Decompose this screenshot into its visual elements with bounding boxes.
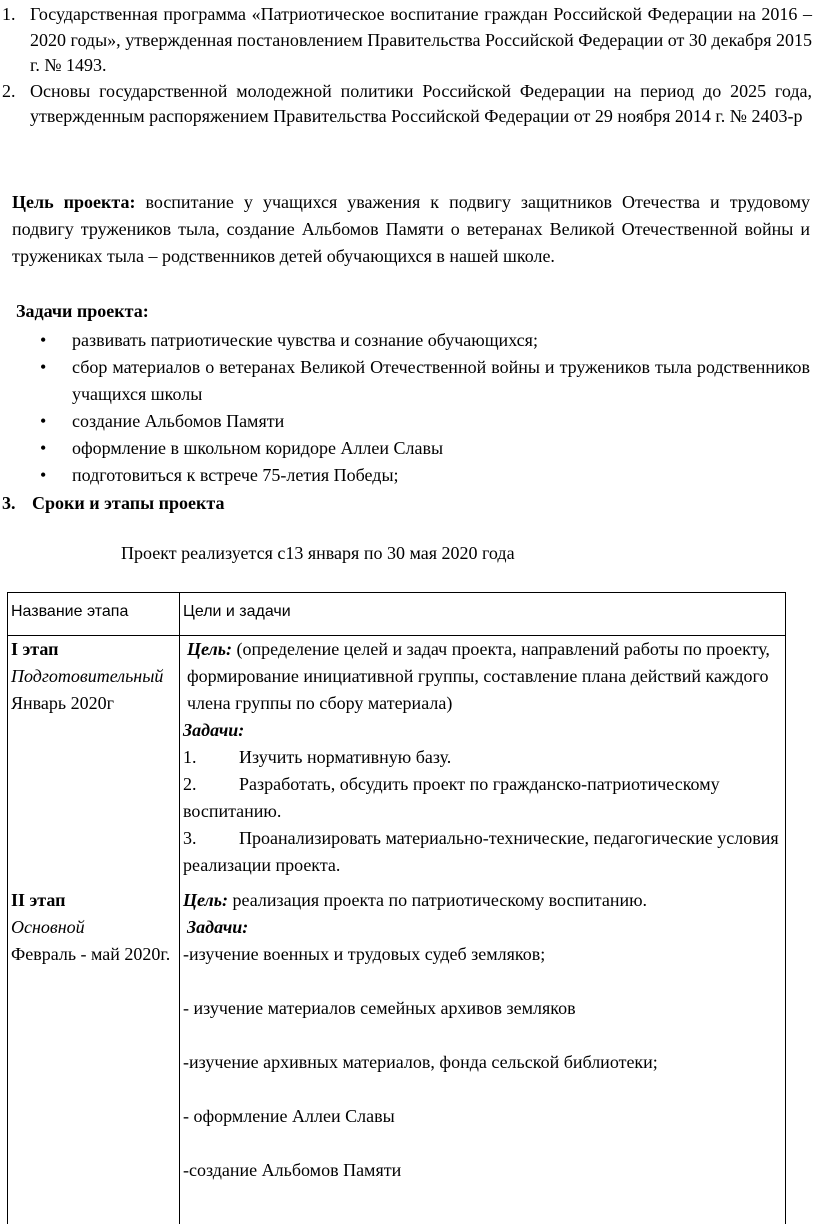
stage-task-number: 3. [183,828,197,848]
stage-task-item [183,825,782,879]
reference-number: 1. [2,4,16,24]
project-period: Проект реализуется с13 января по 30 мая 2020 года [121,543,515,563]
bullet-marker: • [40,330,47,350]
section-title: Сроки и этапы проекта [32,493,225,513]
stage-task-text: Разработать, обсудить проект по гражданско-патриотическому воспитанию. [183,774,720,821]
bullet-marker: • [40,438,47,458]
stage-task-item [183,744,782,771]
stage-task-text: Изучить нормативную базу. [239,747,452,767]
project-goal-label: Цель проекта: [12,192,136,212]
stage-tasks-label: Задачи: [187,917,249,937]
header-stage-name: Название этапа [8,593,180,636]
stage-item: - изучение материалов семейных архивов земляков [183,998,576,1018]
references-list [0,2,812,130]
task-item [40,327,810,354]
task-text: сбор материалов о ветеранах Великой Отечественной войны и тружеников тыла родственников учащихся школы [72,357,810,404]
stage-date: Январь 2020г [11,693,114,713]
task-text: развивать патриотические чувства и сознание обучающихся; [72,330,538,350]
reference-text: Основы государственной молодежной политики Российской Федерации на период до 2025 года, утвержденным распоряжением Правительства Российской Федерации от 29 ноября 2014 г. № 2403-р [30,80,812,126]
stage-goal [183,887,782,914]
bullet-marker: • [40,411,47,431]
task-item [40,408,810,435]
reference-item [0,2,812,79]
bullet-marker: • [40,465,47,485]
header-goals-tasks: Цели и задачи [180,593,786,636]
bullet-marker: • [40,357,47,377]
goals-cell [180,636,786,880]
stage-task-text: Проанализировать материально-технические, педагогические условия реализации проекта. [183,828,779,875]
stage-type: Основной [11,917,85,937]
section-heading [0,490,224,517]
task-item [40,354,810,408]
tasks-heading: Задачи проекта: [16,301,149,321]
task-text: подготовиться к встрече 75-летия Победы; [72,465,399,485]
goals-cell [180,879,786,1224]
stages-table [7,592,786,1224]
table-header-row [8,593,786,636]
reference-item [0,79,812,130]
reference-text: Государственная программа «Патриотическое воспитание граждан Российской Федерации на 2016 – 2020 годы», утвержденная постановлением Правительства Российской Федерации от 30 декабря 2015 г. № 1493. [30,4,812,75]
task-text: создание Альбомов Памяти [72,411,285,431]
stage-task-item [183,771,782,825]
stage-item: - оформление Аллеи Славы [183,1106,395,1126]
section-number: 3. [2,493,16,513]
stage-goal-label: Цель: [187,639,232,659]
stage-item: -изучение военных и трудовых судеб земляков; [183,944,546,964]
stage-goal [183,636,782,717]
stage-type: Подготовительный [11,666,164,686]
project-goal [12,189,810,270]
stage-name: II этап [11,890,66,910]
table-row [8,879,786,1224]
table-row [8,636,786,880]
stage-cell [8,636,180,880]
stage-name: I этап [11,639,59,659]
stage-cell [8,879,180,1224]
task-item [40,462,810,489]
stage-goal-text: реализация проекта по патриотическому воспитанию. [228,890,648,910]
stage-date: Февраль - май 2020г. [11,944,171,964]
task-text: оформление в школьном коридоре Аллеи Славы [72,438,444,458]
stage-task-number: 2. [183,774,197,794]
stage-tasks-label: Задачи: [183,720,245,740]
reference-number: 2. [2,80,16,101]
stage-item: -изучение архивных материалов, фонда сельской библиотеки; [183,1052,658,1072]
task-item [40,435,810,462]
stage-item: -создание Альбомов Памяти [183,1160,402,1180]
stage-goal-label: Цель: [183,890,228,910]
project-goal-text: воспитание у учащихся уважения к подвигу защитников Отечества и трудовому подвигу тружеников тыла, создание Альбомов Памяти о ветеранах Великой Отечественной войны и тружениках тыла – родственников детей обучающихся в нашей школе. [12,192,811,266]
stage-goal-text: (определение целей и задач проекта, направлений работы по проекту, формирование инициативной группы, составление плана действий каждого члена группы по сбору материала) [187,639,770,713]
tasks-list [40,327,810,489]
stage-task-number: 1. [183,747,197,767]
